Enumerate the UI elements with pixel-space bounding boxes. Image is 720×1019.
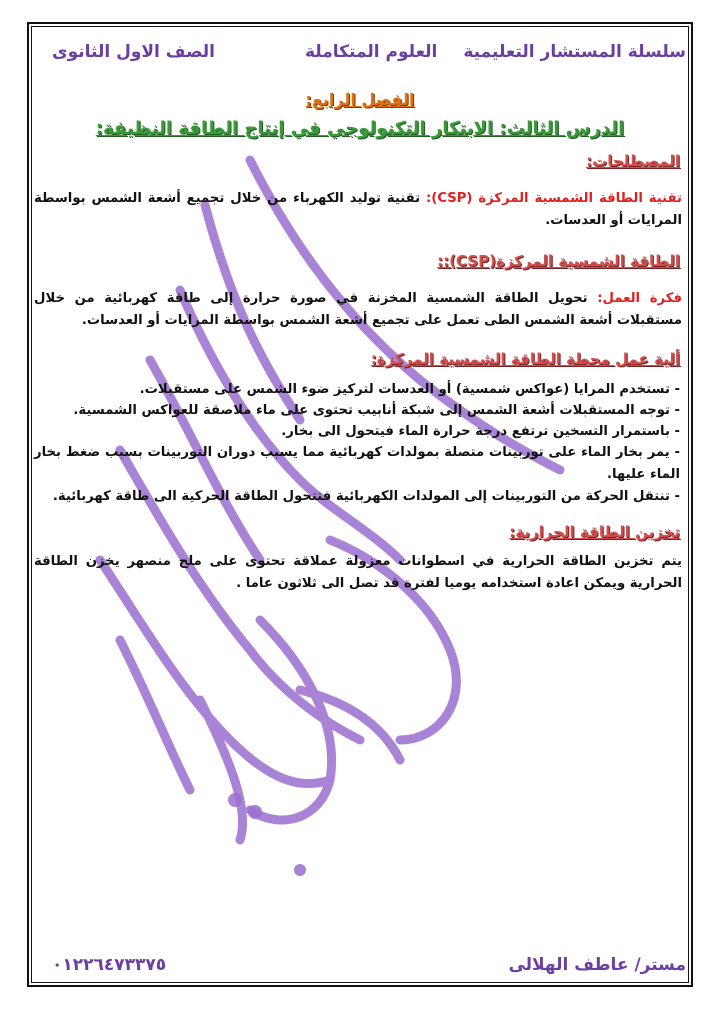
phone-number: ٠١٢٢٦٤٧٣٣٧٥ bbox=[52, 955, 167, 975]
csp-definition bbox=[34, 188, 682, 232]
subject-title: العلوم المتكاملة bbox=[305, 42, 438, 62]
idea-label: فكرة العمل: bbox=[597, 291, 683, 306]
terms-heading: المصطلحات: bbox=[586, 152, 680, 170]
series-title: سلسلة المستشار التعليمية bbox=[463, 42, 686, 62]
chapter-title: الفصل الرابع: bbox=[305, 90, 415, 109]
author-name: مستر/ عاطف الهلالى bbox=[508, 955, 686, 975]
idea-text: تحويل الطاقة الشمسية المخزنة في صورة حرارة إلى طاقة كهربائية من خلال مستقبلات أشعة الشمس الطى تعمل على تجميع أشعة الشمس بواسطة المرايات أو العدسات. bbox=[34, 291, 682, 328]
mechanism-heading: ألية عمل محطة الطاقة الشمسية المركزة: bbox=[370, 350, 680, 368]
grade-title: الصف الاول الثانوى bbox=[52, 42, 216, 62]
csp-heading: الطاقة الشمسية المركزة(CSP):: bbox=[437, 252, 680, 270]
step-4: - يمر بخار الماء على توربينات متصلة بمولدات كهربائية مما يسبب دوران التوربينات بسبب ضغط بخار الماء عليها. bbox=[34, 445, 680, 482]
idea-paragraph bbox=[34, 288, 682, 332]
step-2: - توجه المستقبلات أشعة الشمس إلى شبكة أنابيب تحتوى على ماء ملاصقة للعواكس الشمسية. bbox=[73, 403, 680, 418]
storage-paragraph: يتم تخزين الطاقة الحرارية في اسطوانات معزولة عملاقة تحتوى على ملح منصهر يخزن الطاقة الحرارية ويمكن اعادة استخدامه يوميا لفترة قد تصل الى ثلاثون عاما . bbox=[34, 554, 682, 591]
csp-definition-text: تقنية توليد الكهرباء من خلال تجميع أشعة الشمس بواسطة المرايات أو العدسات. bbox=[34, 191, 682, 228]
lesson-title: الدرس الثالث: الابتكار التكنولوجي في إنتاج الطاقة النظيفة: bbox=[95, 118, 625, 139]
step-3: - باستمرار التسخين ترتفع درجة حرارة الماء فيتحول الى بخار. bbox=[281, 424, 680, 439]
step-1: - تستخدم المرايا (عواكس شمسية) أو العدسات لتركيز ضوء الشمس على مستقبلات. bbox=[139, 382, 680, 397]
step-5: - تنتقل الحركة من التوربينات إلى المولدات الكهربائية فتتحول الطاقة الحركية الى طاقة كهربائية. bbox=[52, 489, 680, 504]
csp-term: تقنية الطاقة الشمسية المركزة (CSP): bbox=[426, 191, 682, 206]
storage-heading: تخزين الطاقة الحرارية: bbox=[509, 523, 680, 541]
